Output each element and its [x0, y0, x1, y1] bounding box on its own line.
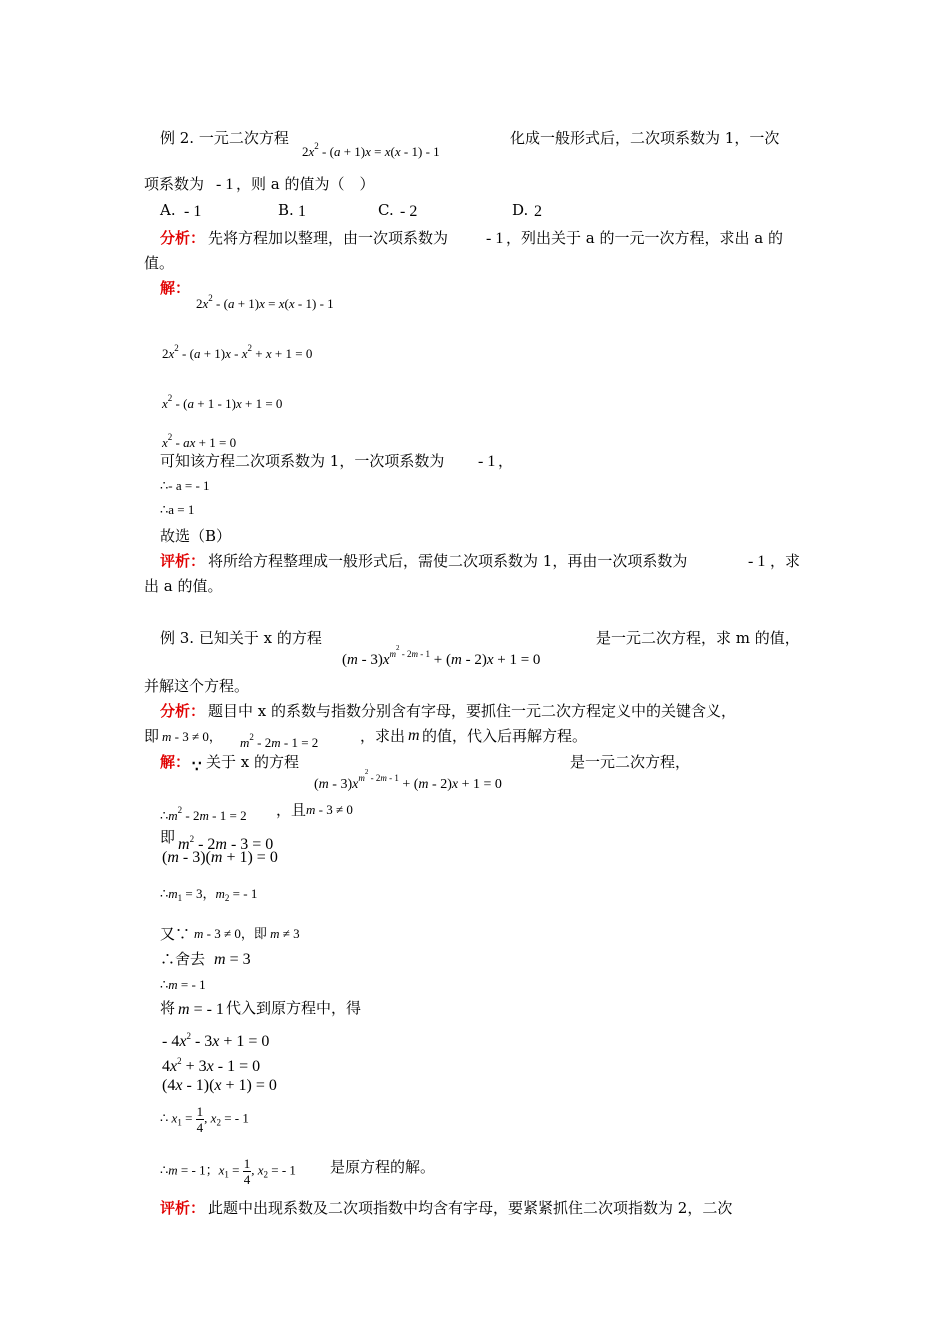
ex3-intro: 例 3. 已知关于 x 的方程 — [160, 629, 322, 647]
ex3-sol-b: 是一元二次方程， — [570, 753, 691, 771]
ex3-step-4: $\therefore m_1 = 3$，$m_2$ = - 1 — [160, 886, 258, 903]
ex2-equation: $2x^2 - (a + 1)x = x(x - 1) - 1$ — [302, 141, 440, 159]
ex3-step-7: ∴m = - 1 — [160, 977, 206, 992]
option-c-value: - 2 — [400, 203, 418, 220]
fraction-one-quarter-2: $\frac{1}{4}$ — [243, 1156, 251, 1187]
ex2-step-3: $x^2 - (a + 1 - 1)x + 1 = 0$ — [162, 393, 283, 411]
ex3-step-8a: 将 — [160, 999, 176, 1017]
ex3-analysis-b4: 的值，代入后再解方程。 — [422, 727, 588, 745]
ex3-step-8c: 代入到原方程中，得 — [226, 999, 362, 1017]
ex3-step-10: $4x^2 + 3x - 1 = 0$ — [162, 1056, 261, 1075]
ex3-analysis-b2: ，求出 — [360, 727, 406, 745]
ex3-step-13c: 是原方程的解。 — [330, 1158, 436, 1176]
ex3-analysis-m: m — [408, 727, 420, 744]
ex3-step-8b: m = - 1 — [178, 1001, 224, 1018]
ex3-analysis-cond2: $m^2 - 2m - 1 = 2$ — [240, 732, 319, 750]
ex3-equation: $(m - 3)x^{m^2 - 2m - 1} + (m - 2)x + 1 = 0$ — [342, 644, 541, 668]
ex2-step-2: $2x^2 - (a + 1)x - x^2 + x + 1 = 0$ — [162, 343, 313, 361]
ex2-choice: 故选（B） — [160, 527, 232, 545]
ex2-step-1: $2x^2 - (a + 1)x = x(x - 1) - 1$ — [196, 293, 334, 311]
ex2-know-b: ， — [498, 452, 514, 470]
ex3-analysis-a: 题目中 x 的系数与指数分别含有字母，要抓住一元二次方程定义中的关键含义， — [208, 702, 736, 720]
ex3-comment-label: 评析： — [160, 1199, 206, 1217]
option-d-value: 2 — [534, 203, 542, 220]
ex3-step-3: (m - 3)(m + 1) = 0 — [162, 849, 278, 866]
ex2-intro: 例 2. 一元二次方程 — [160, 129, 289, 147]
ex3-step-1b: ，且 — [276, 801, 307, 819]
ex3-solution-label: 解： — [160, 753, 191, 771]
ex2-comment-label: 评析： — [160, 552, 206, 570]
because-symbol: ∵ — [192, 757, 202, 775]
ex3-step-9: - $4x^2 - 3x + 1 = 0$ — [162, 1031, 270, 1050]
ex3-step-6b: m = 3 — [214, 951, 251, 968]
option-a-value: - 1 — [184, 203, 202, 220]
ex3-step-1c: m - 3 ≠ 0 — [306, 802, 353, 817]
ex3-step-2b: $m^2 - 2m - 3 = 0$ — [178, 834, 274, 853]
ex2-solution-label: 解： — [160, 279, 191, 297]
ex2-line2-a: 项系数为 — [144, 175, 205, 193]
option-c-label: C. — [378, 201, 394, 219]
ex3-step-6a: ∴舍去 — [160, 950, 206, 968]
ex3-intro-tail: 是一元二次方程，求 m 的值， — [596, 629, 800, 647]
ex2-analysis-c: 值。 — [144, 254, 175, 272]
ex2-know-a: 可知该方程二次项系数为 1，一次项系数为 — [160, 452, 445, 470]
ex3-analysis-label: 分析： — [160, 702, 206, 720]
ex2-analysis-b: ，列出关于 a 的一元一次方程，求出 a 的 — [506, 229, 783, 247]
fraction-one-quarter: $\frac{1}{4}$ — [196, 1104, 204, 1135]
ex2-therefore-1: ∴- a = - 1 — [160, 478, 210, 493]
ex3-sol-equation: $(m - 3)x^{m^2 - 2m - 1} + (m - 2)x + 1 = 0$ — [314, 768, 502, 792]
ex2-comment-value: - 1 — [748, 553, 766, 570]
option-d-label: D. — [512, 201, 529, 219]
ex3-step-5a: 又∵ — [160, 925, 191, 943]
ex2-analysis-label: 分析： — [160, 229, 206, 247]
ex3-line2: 并解这个方程。 — [144, 677, 250, 695]
ex2-analysis-value: - 1 — [486, 230, 504, 247]
ex3-step-13: ∴m = - 1；$x_1$ = $\frac{1}{4}$ , $x_2$ = - 1 — [160, 1156, 296, 1187]
option-b-value: 1 — [298, 203, 306, 220]
ex3-sol-a: 关于 x 的方程 — [206, 753, 299, 771]
ex3-step-1a: $\therefore m^2 - 2m - 1 = 2$ — [160, 805, 247, 823]
ex2-line2-value: - 1 — [216, 176, 234, 193]
ex2-comment-a: 将所给方程整理成一般形式后，需使二次项系数为 1，再由一次项系数为 — [208, 552, 688, 570]
ex3-step-2a: 即 — [160, 828, 176, 846]
ex2-analysis-a: 先将方程加以整理，由一次项系数为 — [208, 229, 449, 247]
ex2-know-value: - 1 — [478, 453, 496, 470]
ex2-line2-b: ，则 a 的值为（ ） — [236, 175, 375, 193]
option-b-label: B. — [278, 201, 294, 219]
ex3-step-11: (4x - 1)(x + 1) = 0 — [162, 1077, 277, 1094]
ex3-comment-a: 此题中出现系数及二次项指数中均含有字母，要紧紧抓住二次项指数为 2，二次 — [208, 1199, 733, 1217]
ex3-analysis-cond1: m - 3 ≠ 0， — [162, 729, 222, 744]
ex2-intro-tail: 化成一般形式后，二次项系数为 1，一次 — [510, 129, 780, 147]
ex2-comment-b: ，求 — [770, 552, 801, 570]
ex3-step-12: ∴ $x_1$ = $\frac{1}{4}$ , $x_2$ = - 1 — [160, 1104, 249, 1135]
ex2-comment-c: 出 a 的值。 — [144, 577, 223, 595]
ex3-step-5b: m - 3 ≠ 0，即 m ≠ 3 — [194, 926, 300, 941]
ex3-analysis-b1: 即 — [144, 727, 160, 745]
option-a-label: A. — [160, 201, 176, 219]
ex2-step-4: $x^2$ - ax + 1 = 0 — [162, 432, 237, 450]
ex2-therefore-2: ∴a = 1 — [160, 502, 195, 517]
